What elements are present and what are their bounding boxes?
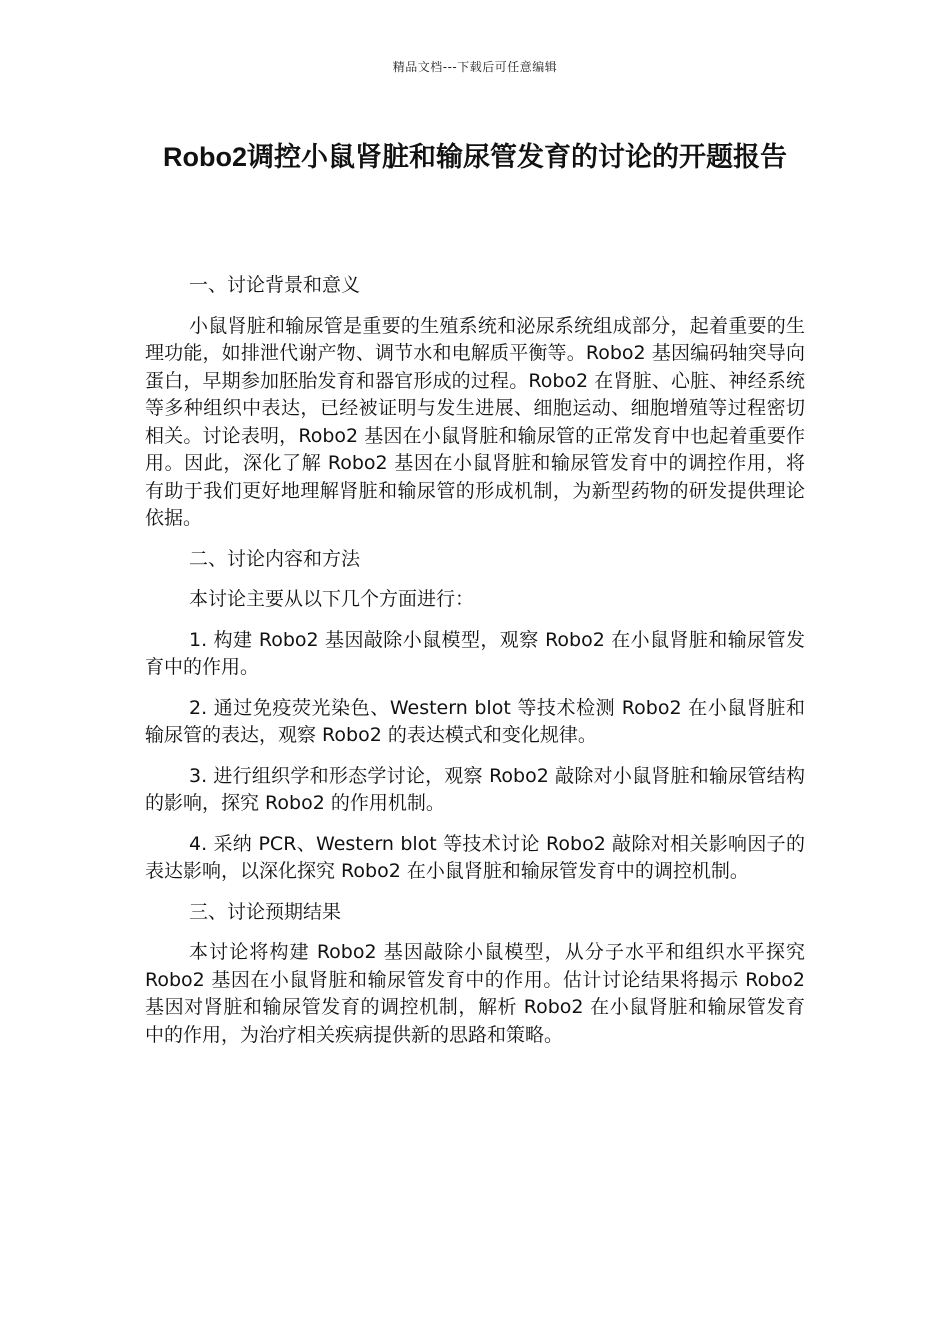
section-heading-background: 一、讨论背景和意义: [189, 274, 361, 296]
methods-item-2: 2. 通过免疫荧光染色、Western blot 等技术检测 Robo2 在小鼠肾脏和输尿管的表达，观察 Robo2 的表达模式和变化规律。: [145, 696, 805, 746]
methods-intro: 本讨论主要从以下几个方面进行：: [189, 588, 475, 610]
header-note: 精品文档---下载后可任意编辑: [392, 60, 558, 74]
background-paragraph: 小鼠肾脏和输尿管是重要的生殖系统和泌尿系统组成部分，起着重要的生理功能，如排泄代谢产物、调节水和电解质平衡等。Robo2 基因编码轴突导向蛋白，早期参加胚胎发育和器官形成的过程。Robo2 在肾脏、心脏、神经系统等多种组织中表达，已经被证明与发生进展、细胞运动、细胞增殖等过程密切相关。讨论表明，Robo2 基因在小鼠肾脏和输尿管的正常发育中也起着重要作用。因此，深化了解 Robo2 基因在小鼠肾脏和输尿管发育中的调控作用，将有助于我们更好地理解肾脏和输尿管的形成机制，为新型药物的研发提供理论依据。: [145, 314, 805, 529]
methods-item-1: 1. 构建 Robo2 基因敲除小鼠模型，观察 Robo2 在小鼠肾脏和输尿管发育中的作用。: [145, 628, 805, 678]
section-heading-methods: 二、讨论内容和方法: [189, 547, 361, 570]
methods-item-4: 4. 采纳 PCR、Western blot 等技术讨论 Robo2 敲除对相关影响因子的表达影响，以深化探究 Robo2 在小鼠肾脏和输尿管发育中的调控机制。: [145, 832, 805, 882]
results-paragraph: 本讨论将构建 Robo2 基因敲除小鼠模型，从分子水平和组织水平探究 Robo2 基因在小鼠肾脏和输尿管发育中的作用。估计讨论结果将揭示 Robo2 基因对肾脏和输尿管发育的调控机制，解析 Robo2 在小鼠肾脏和输尿管发育中的作用，为治疗相关疾病提供新的思路和策略。: [145, 941, 805, 1046]
section-heading-results: 三、讨论预期结果: [189, 900, 342, 923]
document-title: Robo2调控小鼠肾脏和输尿管发育的讨论的开题报告: [163, 142, 787, 172]
methods-item-3: 3. 进行组织学和形态学讨论，观察 Robo2 敲除对小鼠肾脏和输尿管结构的影响，探究 Robo2 的作用机制。: [145, 764, 805, 814]
document-body: [145, 272, 805, 1049]
